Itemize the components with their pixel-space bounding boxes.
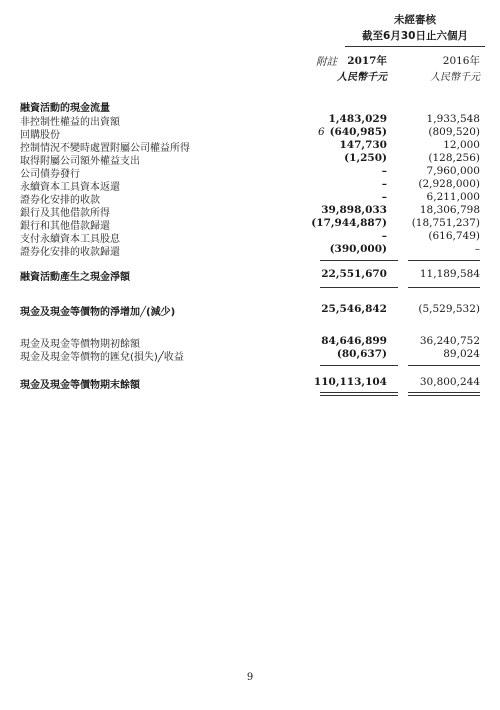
value-2016: 6,211,000	[426, 191, 480, 203]
value-2016: 7,960,000	[426, 165, 480, 177]
value-2016: 18,306,798	[419, 204, 480, 216]
value-2017: 110,113,104	[313, 376, 387, 388]
net-financing-label: 融資活動產生之現金淨額	[20, 272, 130, 283]
net-financing-row	[0, 268, 500, 282]
value-2017: 147,730	[339, 139, 387, 151]
value-2017: (17,944,887)	[311, 217, 387, 229]
value-2016: (18,751,237)	[411, 217, 480, 229]
value-2017: 22,551,670	[321, 268, 387, 280]
total-rule-2017	[320, 287, 398, 288]
fx-label: 現金及現金等價物的匯兌(損失)╱收益	[20, 352, 184, 363]
value-2016: (809,520)	[428, 126, 480, 138]
subtotal-rule-2016	[408, 260, 480, 261]
unaudited-heading: 未經審核	[394, 14, 436, 26]
unit-2016-heading: 人民幣千元	[430, 72, 480, 83]
value-2017: 25,546,842	[321, 303, 387, 315]
subtotal-rule-2016	[408, 365, 480, 366]
value-2016: (128,256)	[428, 152, 480, 164]
value-2017: –	[381, 230, 387, 242]
row-label: 證券化安排的收款歸還	[20, 247, 120, 258]
fx-row	[0, 348, 500, 362]
row-label: 銀行和其他借款歸還	[20, 221, 110, 232]
value-2017: (80,637)	[336, 348, 387, 360]
row-note: 6	[318, 126, 325, 138]
value-2016: 89,024	[443, 348, 480, 360]
value-2017: 84,646,899	[321, 335, 387, 347]
closing-balance-row	[0, 376, 500, 390]
value-2017: –	[381, 165, 387, 177]
section-title: 融資活動的現金流量	[20, 103, 110, 114]
closing-balance-label: 現金及現金等價物期末餘額	[20, 380, 140, 391]
subtotal-rule-2017	[320, 260, 398, 261]
table-row	[0, 152, 500, 166]
net-change-row	[0, 303, 500, 317]
value-2017: (640,985)	[329, 126, 387, 138]
value-2016: –	[474, 243, 480, 255]
year-2016-heading: 2016年	[442, 55, 480, 67]
value-2016: (2,928,000)	[418, 178, 480, 190]
value-2016: (616,749)	[428, 230, 480, 242]
value-2016: 12,000	[443, 139, 480, 151]
row-label: 公司債券發行	[20, 169, 80, 180]
value-2017: 39,898,033	[321, 204, 387, 216]
header-rule	[345, 46, 485, 47]
opening-balance-label: 現金及現金等價物期初餘額	[20, 339, 140, 350]
table-row	[0, 139, 500, 153]
table-row	[0, 191, 500, 205]
double-rule-2016	[408, 392, 480, 396]
period-heading: 截至6月30日止六個月	[362, 30, 468, 42]
section-title-row	[0, 99, 500, 113]
row-label: 證券化安排的收款	[20, 195, 100, 206]
value-2016: 36,240,752	[419, 335, 480, 347]
year-2017-heading: 2017年	[347, 55, 387, 67]
total-rule-2016	[408, 287, 480, 288]
table-row	[0, 204, 500, 218]
row-label: 永續資本工具資本返還	[20, 182, 120, 193]
unit-2017-heading: 人民幣千元	[337, 72, 387, 83]
row-label: 控制情況不變時處置附屬公司權益所得	[20, 143, 190, 154]
table-row	[0, 165, 500, 179]
value-2017: –	[381, 191, 387, 203]
row-label: 取得附屬公司額外權益支出	[20, 156, 140, 167]
opening-balance-row	[0, 335, 500, 349]
row-label: 非控制性權益的出資額	[20, 117, 120, 128]
table-row	[0, 113, 500, 127]
row-label: 銀行及其他借款所得	[20, 208, 110, 219]
note-column-heading: 附註	[316, 56, 337, 68]
row-label: 回購股份	[20, 130, 60, 141]
value-2016: 30,800,244	[419, 376, 480, 388]
table-row	[0, 217, 500, 231]
subtotal-rule-2017	[320, 365, 398, 366]
value-2017: 1,483,029	[328, 113, 387, 125]
net-change-label: 現金及現金等價物的淨增加╱(減少)	[20, 307, 176, 318]
page-number: 9	[246, 672, 254, 683]
table-row	[0, 178, 500, 192]
value-2016: 1,933,548	[426, 113, 480, 125]
value-2017: (390,000)	[329, 243, 387, 255]
row-label: 支付永續資本工具股息	[20, 234, 120, 245]
value-2017: –	[381, 178, 387, 190]
table-row	[0, 243, 500, 257]
table-row	[0, 126, 500, 140]
value-2017: (1,250)	[344, 152, 387, 164]
table-row	[0, 230, 500, 244]
value-2016: 11,189,584	[419, 268, 480, 280]
value-2016: (5,529,532)	[418, 303, 480, 315]
double-rule-2017	[320, 392, 398, 396]
